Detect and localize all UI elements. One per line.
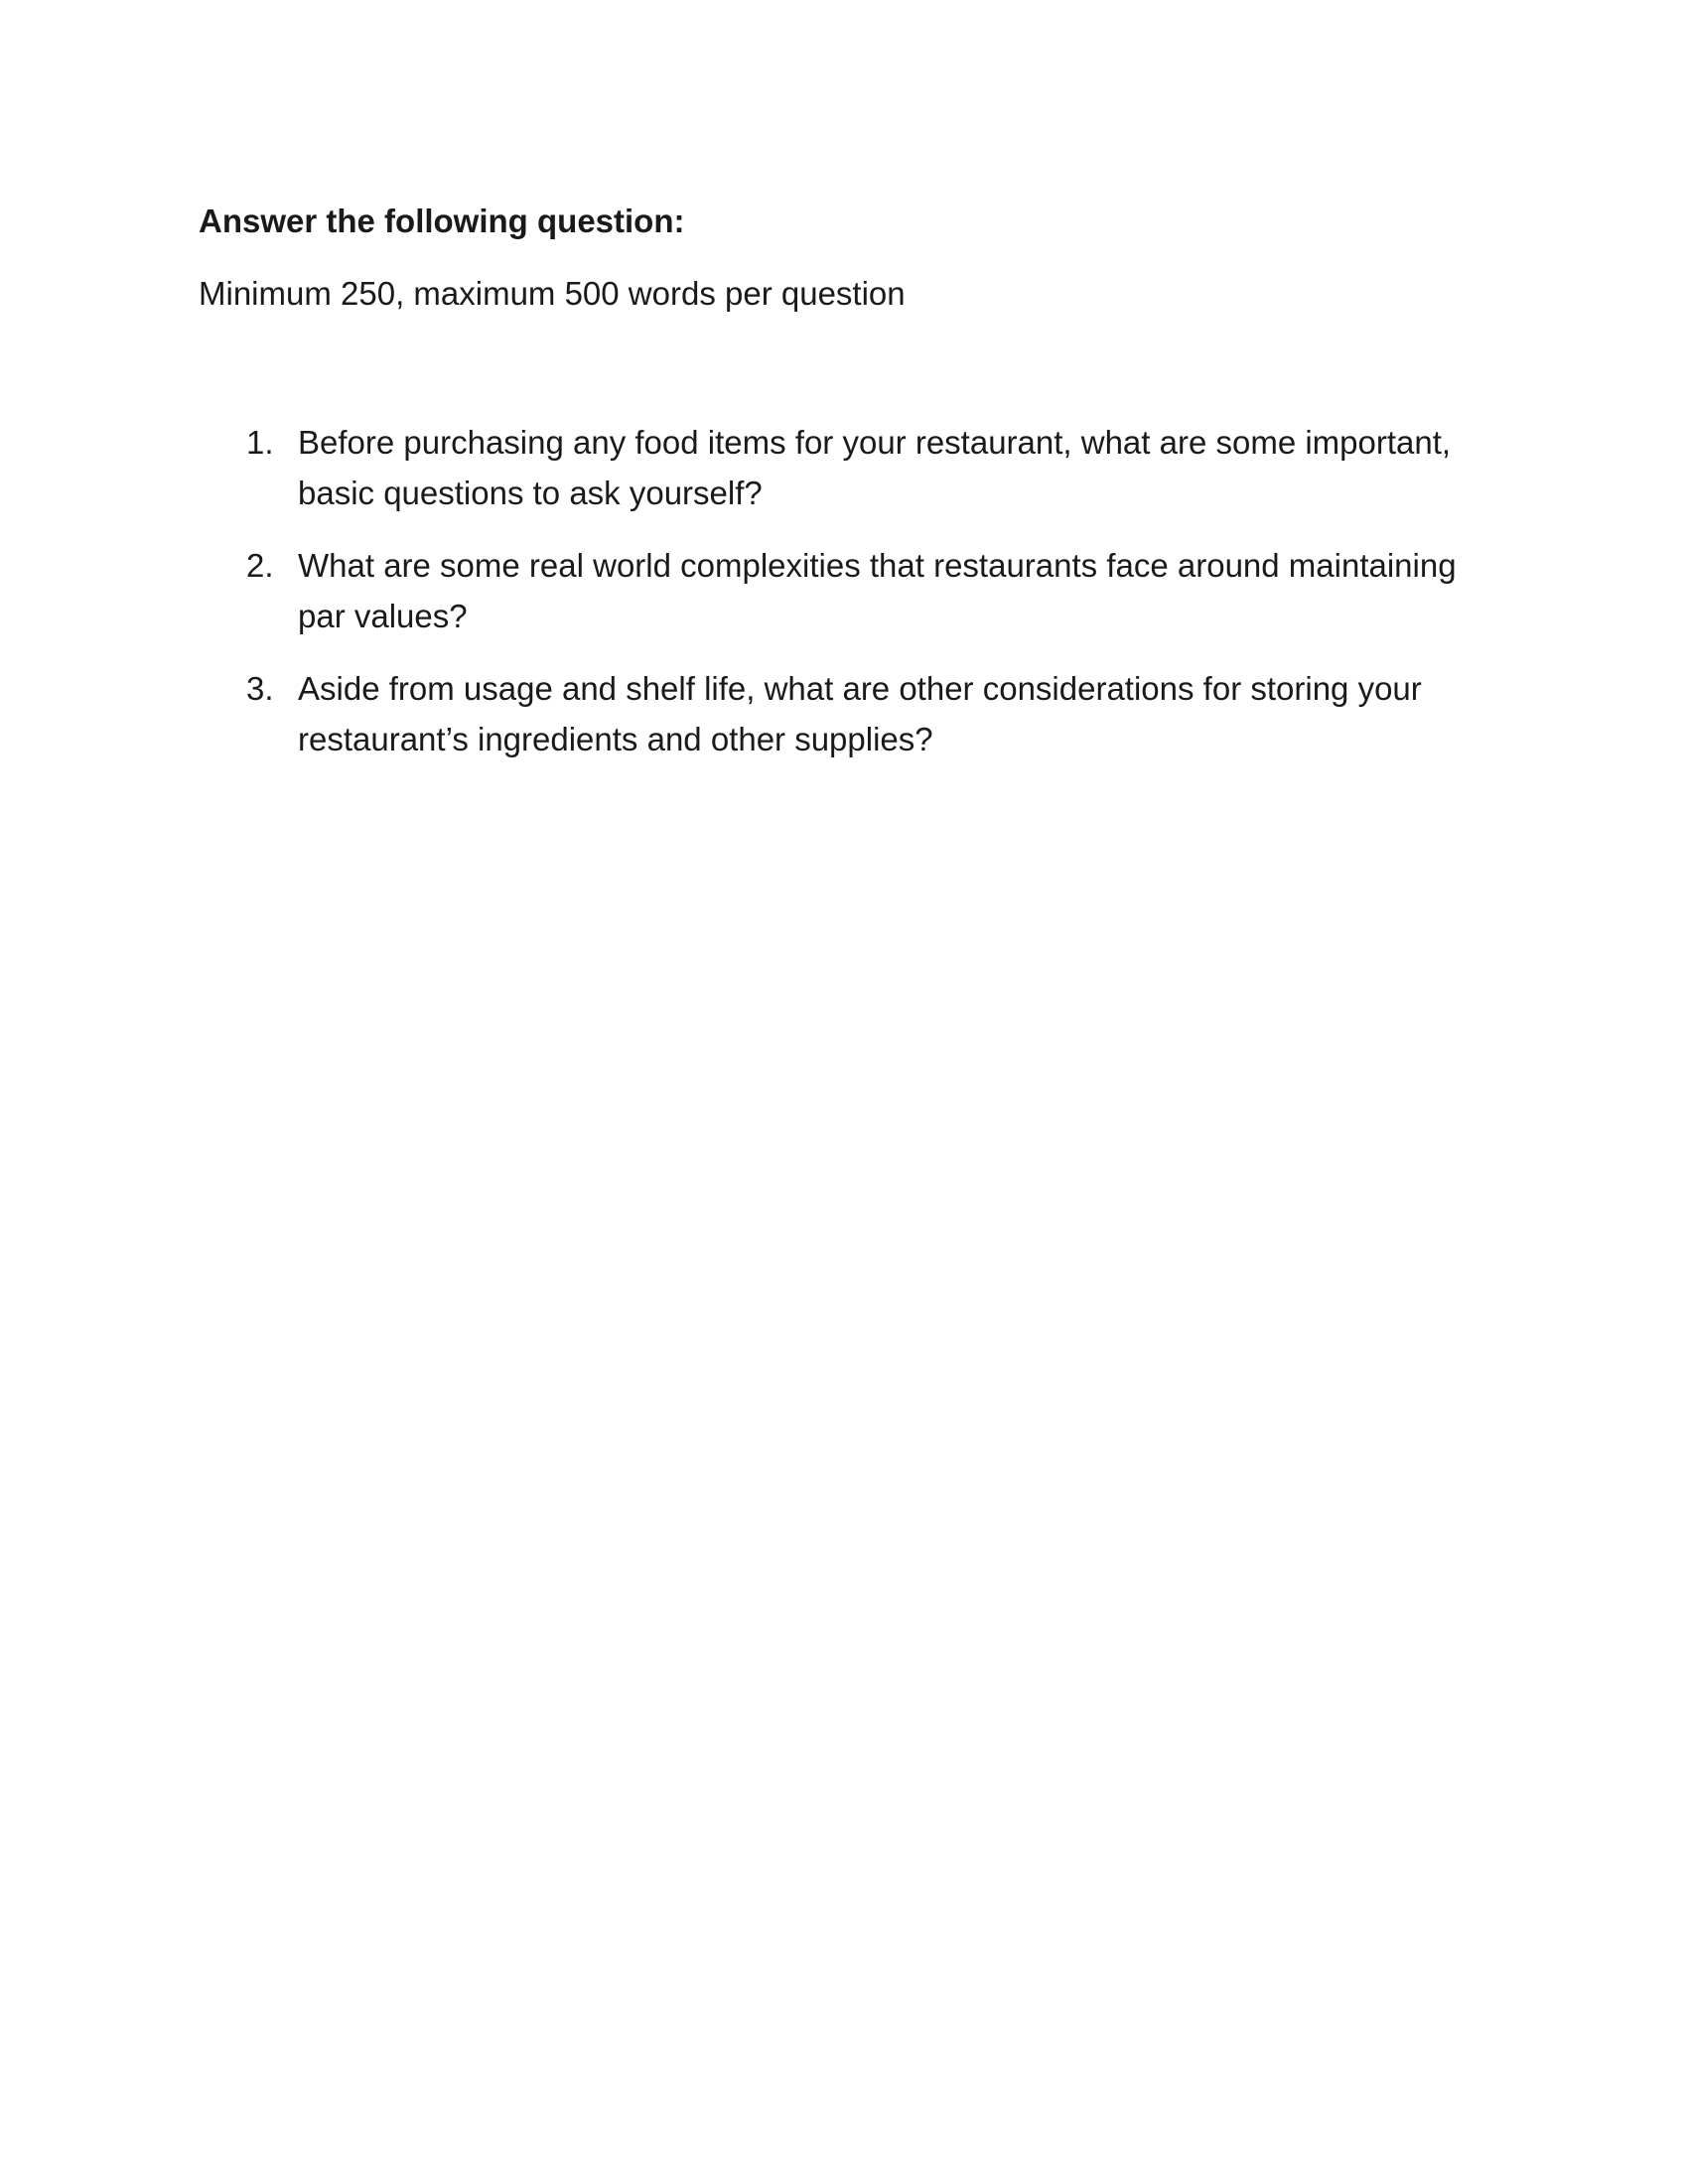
word-limit-instruction: Minimum 250, maximum 500 words per question (199, 275, 906, 312)
question-number: 3. (246, 670, 274, 707)
question-text: Aside from usage and shelf life, what are other considerations for storing your restaurant’s ingredients and other supplies? (298, 670, 1422, 757)
question-text: What are some real world complexities that restaurants face around maintaining par values? (298, 547, 1457, 634)
question-item (0, 663, 1688, 764)
question-item (0, 540, 1688, 641)
question-number: 2. (246, 547, 274, 584)
question-text: Before purchasing any food items for your restaurant, what are some important, basic questions to ask yourself? (298, 424, 1452, 511)
question-list (0, 417, 1688, 786)
page-heading: Answer the following question: (199, 203, 685, 239)
question-item (0, 417, 1688, 518)
question-number: 1. (246, 424, 274, 461)
